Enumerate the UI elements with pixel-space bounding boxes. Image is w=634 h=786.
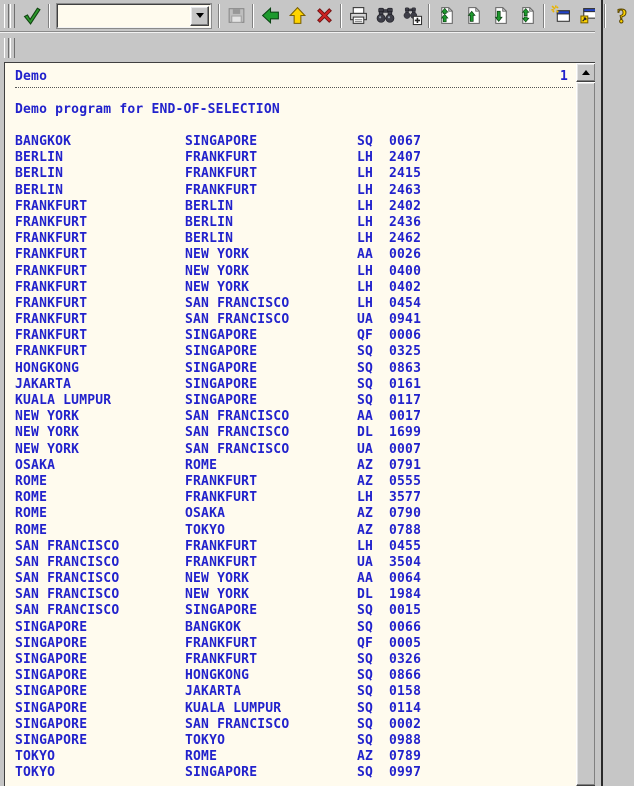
departure-city: FRANKFURT [15, 344, 88, 360]
flight-number: 0325 [389, 344, 422, 360]
flight-row[interactable] [15, 668, 576, 684]
carrier-code: SQ [357, 668, 374, 684]
departure-city: BERLIN [15, 182, 64, 198]
destination-city: SINGAPORE [185, 134, 258, 149]
flight-row[interactable] [15, 280, 576, 296]
flight-number: 0064 [389, 571, 422, 587]
find-button[interactable] [373, 3, 397, 29]
toolbar-separator [543, 4, 545, 28]
binoculars-icon [375, 5, 396, 26]
departure-city: SAN FRANCISCO [15, 587, 120, 603]
flight-row[interactable] [15, 620, 576, 636]
destination-city: FRANKFURT [185, 554, 258, 570]
destination-city: BERLIN [185, 231, 234, 247]
page-up-arrow-icon [463, 5, 484, 26]
carrier-code: UA [357, 554, 374, 570]
carrier-code: QF [357, 328, 374, 344]
flight-row[interactable] [15, 587, 576, 603]
flight-row[interactable] [15, 344, 576, 360]
flight-row[interactable] [15, 749, 576, 765]
flight-number: 0007 [389, 441, 422, 457]
flight-number: 3577 [389, 490, 422, 506]
flight-row[interactable] [15, 701, 576, 717]
carrier-code: AA [357, 571, 374, 587]
departure-city: FRANKFURT [15, 312, 88, 328]
flight-number: 0026 [389, 247, 422, 263]
departure-city: SAN FRANCISCO [15, 603, 120, 619]
flight-row[interactable] [15, 684, 576, 700]
destination-city: FRANKFURT [185, 473, 258, 489]
flight-row[interactable] [15, 296, 576, 312]
departure-city: NEW YORK [15, 425, 80, 441]
flight-row[interactable] [15, 134, 576, 150]
first-page-button[interactable] [434, 3, 458, 29]
destination-city: SAN FRANCISCO [185, 716, 290, 732]
destination-city: SINGAPORE [185, 328, 258, 344]
destination-city: ROME [185, 749, 218, 765]
departure-city: SINGAPORE [15, 635, 88, 651]
departure-city: BERLIN [15, 150, 64, 166]
destination-city: FRANKFURT [185, 166, 258, 182]
flight-number: 2402 [389, 198, 422, 214]
carrier-code: SQ [357, 393, 374, 408]
flight-row[interactable] [15, 571, 576, 587]
flight-number: 2407 [389, 150, 422, 166]
flight-number: 3504 [389, 554, 422, 570]
flight-number: 1699 [389, 425, 422, 441]
enter-button[interactable] [20, 3, 44, 29]
flight-number: 0015 [389, 603, 422, 619]
destination-city: SAN FRANCISCO [185, 425, 290, 441]
list-title: Demo [15, 69, 48, 84]
destination-city: SAN FRANCISCO [185, 295, 290, 311]
destination-city: FRANKFURT [185, 652, 258, 667]
departure-city: NEW YORK [15, 441, 80, 457]
toolbar-separator [340, 4, 342, 28]
departure-city: SINGAPORE [15, 652, 88, 667]
departure-city: BERLIN [15, 166, 64, 182]
flight-number: 0866 [389, 668, 422, 684]
departure-city: SINGAPORE [15, 700, 88, 716]
flight-number: 0863 [389, 360, 422, 376]
carrier-code: SQ [357, 360, 374, 376]
red-x-icon [314, 5, 335, 26]
flight-row[interactable] [15, 490, 576, 506]
flight-row[interactable] [15, 166, 576, 182]
destination-city: NEW YORK [185, 279, 250, 295]
carrier-code: LH [357, 166, 374, 182]
flight-number: 0455 [389, 538, 422, 554]
departure-city: FRANKFURT [15, 231, 88, 247]
destination-city: NEW YORK [185, 247, 250, 263]
page-down-arrow-icon [490, 5, 511, 26]
yellow-up-arrow-icon [287, 5, 308, 26]
departure-city: SAN FRANCISCO [15, 571, 120, 587]
carrier-code: SQ [357, 376, 374, 392]
toolbar-separator [604, 4, 606, 28]
departure-city: FRANKFURT [15, 263, 88, 279]
carrier-code: AZ [357, 457, 374, 473]
carrier-code: AZ [357, 749, 374, 765]
destination-city: SINGAPORE [185, 344, 258, 360]
toolbar-separator [48, 4, 50, 28]
departure-city: ROME [15, 522, 48, 538]
departure-city: FRANKFURT [15, 214, 88, 230]
departure-city: FRANKFURT [15, 198, 88, 214]
carrier-code: LH [357, 182, 374, 198]
destination-city: KUALA LUMPUR [185, 700, 282, 716]
carrier-code: AZ [357, 522, 374, 538]
last-page-button[interactable] [515, 3, 539, 29]
window-sparkle-icon [551, 5, 572, 26]
departure-city: SAN FRANCISCO [15, 554, 120, 570]
destination-city: NEW YORK [185, 263, 250, 279]
flight-number: 0454 [389, 295, 422, 311]
page-double-down-arrow-icon [517, 5, 538, 26]
carrier-code: SQ [357, 716, 374, 732]
chevron-down-icon [196, 13, 204, 18]
carrier-code: UA [357, 312, 374, 328]
departure-city: TOKYO [15, 749, 56, 765]
departure-city: SINGAPORE [15, 668, 88, 684]
flight-row[interactable] [15, 733, 576, 749]
carrier-code: LH [357, 295, 374, 311]
destination-city: SINGAPORE [185, 360, 258, 376]
flight-number: 1984 [389, 587, 422, 603]
destination-city: BANGKOK [185, 619, 242, 635]
carrier-code: LH [357, 214, 374, 230]
flight-number: 0005 [389, 635, 422, 651]
previous-page-button[interactable] [461, 3, 485, 29]
flight-number: 0791 [389, 457, 422, 473]
flight-row[interactable] [15, 312, 576, 328]
toolbar-separator [428, 4, 430, 28]
yellow-question-mark-icon [611, 5, 633, 27]
carrier-code: SQ [357, 619, 374, 635]
flight-row[interactable] [15, 442, 576, 458]
carrier-code: AZ [357, 473, 374, 489]
flight-number: 0067 [389, 134, 422, 149]
window-right-edge [595, 0, 603, 786]
carrier-code: DL [357, 587, 374, 603]
flight-rows [15, 134, 576, 782]
back-button[interactable] [258, 3, 282, 29]
departure-city: FRANKFURT [15, 328, 88, 344]
flight-number: 0161 [389, 376, 422, 392]
carrier-code: SQ [357, 684, 374, 700]
flight-row[interactable] [15, 393, 576, 409]
flight-number: 0941 [389, 312, 422, 328]
flight-number: 0158 [389, 684, 422, 700]
departure-city: FRANKFURT [15, 279, 88, 295]
departure-city: SINGAPORE [15, 716, 88, 732]
command-field-input[interactable] [58, 5, 189, 27]
destination-city: SINGAPORE [185, 603, 258, 619]
flight-number: 0790 [389, 506, 422, 522]
destination-city: NEW YORK [185, 587, 250, 603]
cancel-button[interactable] [312, 3, 336, 29]
find-next-button[interactable] [400, 3, 424, 29]
destination-city: BERLIN [185, 198, 234, 214]
vertical-scrollbar[interactable] [576, 63, 596, 786]
flight-row[interactable] [15, 603, 576, 619]
flight-number: 0988 [389, 732, 422, 748]
flight-row[interactable] [15, 377, 576, 393]
command-field-combo [57, 4, 211, 28]
destination-city: FRANKFURT [185, 490, 258, 506]
departure-city: FRANKFURT [15, 247, 88, 263]
flight-row[interactable] [15, 183, 576, 199]
destination-city: HONGKONG [185, 668, 250, 684]
carrier-code: SQ [357, 732, 374, 748]
departure-city: TOKYO [15, 765, 56, 781]
departure-city: ROME [15, 490, 48, 506]
carrier-code: UA [357, 441, 374, 457]
destination-city: TOKYO [185, 522, 226, 538]
destination-city: SINGAPORE [185, 376, 258, 392]
carrier-code: LH [357, 538, 374, 554]
destination-city: SAN FRANCISCO [185, 409, 290, 425]
flight-row[interactable] [15, 328, 576, 344]
departure-city: SINGAPORE [15, 619, 88, 635]
flight-number: 0400 [389, 263, 422, 279]
next-page-button[interactable] [488, 3, 512, 29]
carrier-code: SQ [357, 700, 374, 716]
application-toolbar [0, 32, 603, 62]
destination-city: SAN FRANCISCO [185, 312, 290, 328]
flight-number: 0117 [389, 393, 422, 408]
binoculars-plus-icon [402, 5, 423, 26]
carrier-code: LH [357, 198, 374, 214]
carrier-code: QF [357, 635, 374, 651]
new-session-button[interactable] [549, 3, 573, 29]
carrier-code: LH [357, 263, 374, 279]
flight-row[interactable] [15, 539, 576, 555]
carrier-code: SQ [357, 652, 374, 667]
flight-number: 0006 [389, 328, 422, 344]
carrier-code: SQ [357, 134, 374, 149]
title-underline [15, 87, 573, 88]
flight-number: 0402 [389, 279, 422, 295]
flight-number: 2415 [389, 166, 422, 182]
carrier-code: LH [357, 150, 374, 166]
flight-number: 2436 [389, 214, 422, 230]
flight-row[interactable] [15, 215, 576, 231]
flight-row[interactable] [15, 199, 576, 215]
departure-city: BANGKOK [15, 134, 72, 149]
destination-city: ROME [185, 457, 218, 473]
toolbar-separator [252, 4, 254, 28]
flight-row[interactable] [15, 652, 576, 668]
flight-number: 0326 [389, 652, 422, 667]
departure-city: OSAKA [15, 457, 56, 473]
flight-row[interactable] [15, 555, 576, 571]
carrier-code: AA [357, 409, 374, 425]
help-button[interactable] [610, 3, 634, 29]
carrier-code: SQ [357, 344, 374, 360]
departure-city: KUALA LUMPUR [15, 393, 112, 408]
floppy-disk-icon [226, 5, 247, 26]
departure-city: NEW YORK [15, 409, 80, 425]
printer-icon [348, 5, 369, 26]
standard-toolbar [0, 0, 628, 32]
destination-city: FRANKFURT [185, 538, 258, 554]
flight-number: 0788 [389, 522, 422, 538]
departure-city: JAKARTA [15, 376, 72, 392]
green-left-arrow-icon [260, 5, 281, 26]
flight-row[interactable] [15, 150, 576, 166]
print-button[interactable] [346, 3, 370, 29]
flight-row[interactable] [15, 474, 576, 490]
flight-row[interactable] [15, 765, 576, 781]
destination-city: NEW YORK [185, 571, 250, 587]
list-subtitle: Demo program for END-OF-SELECTION [15, 102, 280, 117]
flight-number: 0555 [389, 473, 422, 489]
scrollbar-up-button[interactable] [576, 63, 596, 82]
flight-row[interactable] [15, 264, 576, 280]
carrier-code: DL [357, 425, 374, 441]
flight-row[interactable] [15, 247, 576, 263]
flight-row[interactable] [15, 425, 576, 441]
toolbar-grip[interactable] [4, 4, 15, 28]
green-checkmark-icon [21, 5, 43, 27]
exit-button[interactable] [285, 3, 309, 29]
destination-city: TOKYO [185, 732, 226, 748]
destination-city: BERLIN [185, 214, 234, 230]
flight-number: 2463 [389, 182, 422, 198]
arrow-up-icon [582, 70, 590, 75]
flight-row[interactable] [15, 409, 576, 425]
departure-city: HONGKONG [15, 360, 80, 376]
flight-number: 2462 [389, 231, 422, 247]
carrier-code: AZ [357, 506, 374, 522]
flight-row[interactable] [15, 231, 576, 247]
destination-city: OSAKA [185, 506, 226, 522]
toolbar-separator [218, 4, 220, 28]
departure-city: SINGAPORE [15, 684, 88, 700]
destination-city: JAKARTA [185, 684, 242, 700]
destination-city: FRANKFURT [185, 182, 258, 198]
flight-row[interactable] [15, 717, 576, 733]
flight-number: 0114 [389, 700, 422, 716]
flight-row[interactable] [15, 458, 576, 474]
application-toolbar-grip[interactable] [4, 38, 15, 58]
svg-text:?: ? [616, 3, 628, 28]
departure-city: SINGAPORE [15, 732, 88, 748]
destination-city: SINGAPORE [185, 393, 258, 408]
flight-number: 0017 [389, 409, 422, 425]
destination-city: SINGAPORE [185, 765, 258, 781]
destination-city: FRANKFURT [185, 150, 258, 166]
command-field-dropdown-button[interactable] [190, 6, 209, 26]
flight-number: 0002 [389, 716, 422, 732]
page-number: 1 [559, 69, 568, 84]
destination-city: SAN FRANCISCO [185, 441, 290, 457]
list-title-line [15, 69, 576, 85]
departure-city: SAN FRANCISCO [15, 538, 120, 554]
flight-number: 0789 [389, 749, 422, 765]
flight-number: 0066 [389, 619, 422, 635]
departure-city: FRANKFURT [15, 295, 88, 311]
scrollbar-thumb[interactable] [576, 82, 596, 786]
list-content [5, 63, 576, 786]
carrier-code: SQ [357, 603, 374, 619]
flight-row[interactable] [15, 361, 576, 377]
carrier-code: LH [357, 231, 374, 247]
flight-row[interactable] [15, 636, 576, 652]
save-button [224, 3, 248, 29]
page-double-up-arrow-icon [436, 5, 457, 26]
carrier-code: LH [357, 490, 374, 506]
flight-row[interactable] [15, 506, 576, 522]
list-output-panel [4, 62, 597, 786]
departure-city: ROME [15, 506, 48, 522]
flight-row[interactable] [15, 523, 576, 539]
carrier-code: AA [357, 247, 374, 263]
flight-number: 0997 [389, 765, 422, 781]
departure-city: ROME [15, 473, 48, 489]
carrier-code: LH [357, 279, 374, 295]
destination-city: FRANKFURT [185, 635, 258, 651]
carrier-code: SQ [357, 765, 374, 781]
